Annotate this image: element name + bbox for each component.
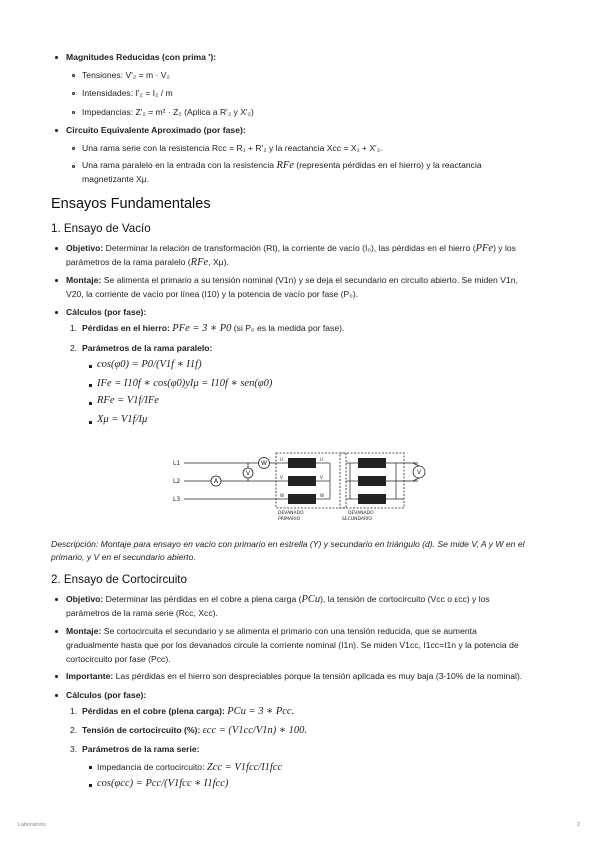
sub-bullet: [72, 147, 75, 150]
montaje-text: Se cortocircuita el secundario y se alimenta el primario con una tensión reducida, que se aumenta: [103, 626, 477, 636]
bullet: [89, 421, 92, 424]
cc-sub-1: [97, 761, 282, 775]
objetivo-text: , Xμ).: [208, 257, 229, 267]
cc-montaje-cont-2: cortocircuito por fase (Pcc).: [66, 654, 171, 664]
sub-text: Impedancia de cortocircuito:: [97, 762, 205, 772]
reduced-title: Magnitudes Reducidas (con prima '):: [66, 52, 217, 62]
equivalent-title: Circuito Equivalente Aproximado (por fase):: [66, 125, 246, 135]
list-number: 1.: [70, 323, 78, 333]
cc-calc-1: [82, 705, 294, 719]
list-number: 1.: [70, 706, 78, 716]
list-number: 2.: [70, 343, 78, 353]
svg-text:PRIMARIO: PRIMARIO: [278, 517, 301, 522]
bullet: [55, 630, 58, 633]
cc-montaje: [66, 625, 477, 638]
objetivo-text: ) y los: [493, 243, 516, 253]
formula-ife: IFe = I10f ∗ cos(φ0)yIμ = I10f ∗ sen(φ0): [97, 378, 273, 389]
objetivo-label: Objetivo:: [66, 243, 104, 253]
label-l1: L1: [173, 460, 181, 467]
diagram-caption: Descripción: Montaje para ensayo en vacío con primario en estrella (Y) y secundario en triángulo (d). Se mide V, A y W en el primario, y V en el secundario abierto.: [51, 539, 525, 562]
formula-rfe: RFe = V1f/IFe: [97, 395, 159, 406]
montaje-text: Se alimenta el primario a su tensión nominal (V1n) y se deja el secundario en circuito abierto. Se miden V1n,: [103, 275, 518, 285]
bullet: [55, 311, 58, 314]
equivalent-item-2-text-b: (representa pérdidas en el hierro) y la reactancia: [296, 160, 482, 170]
objetivo-text: Determinar las pérdidas en el cobre a plena carga (: [105, 594, 302, 604]
objetivo-text: Determinar la relación de transformación (Rt), la corriente de vacío (I₀), las pérdidas en el hierro (: [105, 243, 476, 253]
rfe-math: RFe: [190, 257, 209, 268]
vacio-calc-2: Parámetros de la rama paralelo:: [82, 343, 213, 353]
vacio-objetivo: [66, 242, 516, 256]
svg-text:U: U: [280, 457, 283, 462]
bullet: [55, 675, 58, 678]
vacio-objetivo-cont: [66, 256, 229, 270]
objetivo-text: ), la tensión de cortocircuito (Vcc o εcc) y los: [320, 594, 490, 604]
calc-math: εcc = (V1cc/V1n) ∗ 100.: [202, 725, 308, 736]
svg-text:U: U: [320, 457, 323, 462]
formula-xmu: Xμ = V1f/Iμ: [97, 414, 148, 425]
calc-math: PCu = 3 ∗ Pcc.: [227, 706, 295, 717]
cc-importante: [66, 670, 522, 683]
list-number: 3.: [70, 744, 78, 754]
vacio-title: 1. Ensayo de Vacío: [51, 222, 151, 235]
circuit-diagram: [170, 448, 432, 526]
sub-bullet: [72, 92, 75, 95]
bullet: [55, 56, 58, 59]
vacio-montaje: [66, 274, 518, 287]
cc-calc-2: [82, 724, 307, 738]
bullet: [89, 402, 92, 405]
formula-cos: cos(φ0) = P0/(V1f ∗ I1f): [97, 359, 202, 370]
pfe-math: PFe: [475, 243, 494, 254]
cc-objetivo-cont: parámetros de la rama serie (Rcc, Xcc).: [66, 608, 218, 618]
cc-title: 2. Ensayo de Cortocircuito: [51, 573, 187, 586]
cc-montaje-cont-1: gradualmente hasta que por los devanados circule la corriente nominal (I1n). Se miden V1cc, I1cc=I1n y la potencia de: [66, 640, 519, 650]
objetivo-text: parámetros de la rama paralelo (: [66, 257, 191, 267]
svg-text:SECUNDARIO: SECUNDARIO: [342, 517, 372, 522]
calc-math: PFe = 3 ∗ P0: [172, 323, 232, 334]
zcc-math: Zcc = V1fcc/I1fcc: [206, 762, 283, 773]
sub-bullet: [72, 111, 75, 114]
equivalent-item-2-cont: magnetizante Xμ.: [82, 174, 150, 184]
cc-objetivo: [66, 593, 490, 607]
rfe-math: RFe: [276, 160, 294, 171]
equivalent-item-2: [82, 159, 482, 173]
bullet: [89, 766, 92, 769]
cc-calc-3: Parámetros de la rama serie:: [82, 744, 200, 754]
label-w: W: [261, 460, 267, 467]
reduced-item-1: Tensiones: V'₂ = m · V₂: [82, 70, 170, 80]
vacio-calc-1: [82, 322, 344, 336]
label-l3: L3: [173, 496, 181, 503]
label-v: V: [245, 470, 251, 477]
calc-label: Pérdidas en el hierro:: [82, 323, 170, 333]
equivalent-item-1: Una rama serie con la resistencia Rcc = R₁ + R'₂ y la reactancia Xcc = X₁ + X'₂.: [82, 143, 383, 153]
vacio-calculos-label: Cálculos (por fase):: [66, 307, 147, 317]
svg-text:V: V: [280, 475, 283, 480]
calc-label: Pérdidas en el cobre (plena carga):: [82, 706, 225, 716]
importante-label: Importante:: [66, 671, 114, 681]
montaje-label: Montaje:: [66, 626, 102, 636]
footer-left: Laboratorio: [18, 822, 46, 828]
pcu-math: PCu: [301, 594, 321, 605]
label-a: A: [213, 478, 219, 485]
vacio-montaje-cont: V20, la corriente de vacío por línea (I10) y la potencia de vacío por fase (P₀).: [66, 289, 359, 299]
bullet: [89, 784, 92, 787]
svg-text:W: W: [320, 493, 324, 498]
bullet: [55, 247, 58, 250]
label-devanado-secundario: DEVANADO: [348, 511, 374, 516]
sub-bullet: [72, 165, 75, 168]
reduced-item-2: Intensidades: I'₂ = I₂ / m: [82, 88, 173, 98]
bullet: [55, 694, 58, 697]
bullet: [89, 384, 92, 387]
reduced-item-3: Impedancias: Z'₂ = m² · Z₂ (Aplica a R'₂ y X'₂): [82, 107, 254, 117]
bullet: [89, 365, 92, 368]
label-v-secondary: V: [416, 469, 422, 476]
objetivo-label: Objetivo:: [66, 594, 104, 604]
svg-text:V: V: [320, 475, 323, 480]
list-number: 2.: [70, 725, 78, 735]
bullet: [55, 598, 58, 601]
bullet: [55, 129, 58, 132]
section-title: Ensayos Fundamentales: [51, 196, 211, 212]
cc-calculos-label: Cálculos (por fase):: [66, 690, 147, 700]
montaje-label: Montaje:: [66, 275, 102, 285]
cc-sub-2: cos(φcc) = Pcc/(V1fcc ∗ I1fcc): [97, 778, 229, 789]
calc-text: (si P₀ es la medida por fase).: [233, 323, 345, 333]
label-l2: L2: [173, 478, 181, 485]
sub-bullet: [72, 74, 75, 77]
page-number: 2: [577, 822, 581, 828]
calc-label: Tensión de cortocircuito (%):: [82, 725, 201, 735]
equivalent-item-2-text-a: Una rama paralelo en la entrada con la resistencia: [82, 160, 275, 170]
bullet: [55, 279, 58, 282]
importante-text: Las pérdidas en el hierro son despreciables porque la tensión aplicada es muy baja (3-10% de la nominal).: [115, 671, 523, 681]
svg-text:W: W: [280, 493, 284, 498]
label-devanado-primario: DEVANADO: [278, 511, 304, 516]
